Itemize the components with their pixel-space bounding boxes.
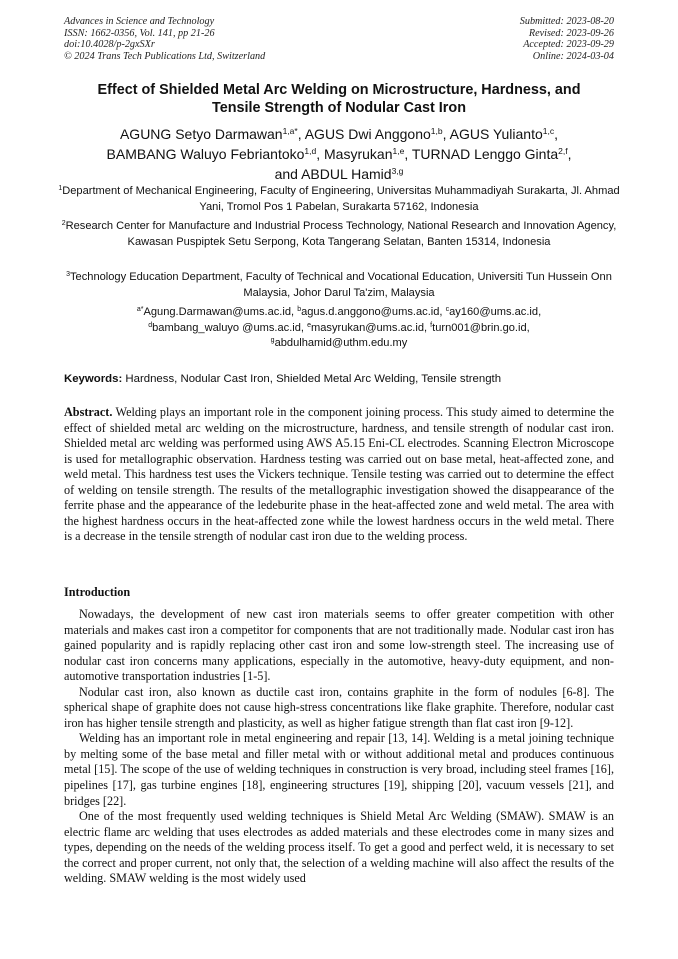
author-sup: 1,c xyxy=(542,126,555,136)
author-name: AGUNG Setyo Darmawan xyxy=(119,126,283,142)
author-line xyxy=(40,164,638,184)
email-link[interactable]: ay160@ums.ac.id xyxy=(449,306,539,318)
author-name: AGUS Yulianto xyxy=(449,126,543,142)
date-submitted: Submitted: 2023-08-20 xyxy=(519,16,614,27)
email-link[interactable]: agus.d.anggono@ums.ac.id xyxy=(301,306,440,318)
paper-title xyxy=(50,81,628,117)
abstract xyxy=(64,405,614,545)
author-list xyxy=(40,124,638,184)
paragraph: Welding has an important role in metal engineering and repair [13, 14]. Welding is a metal joining technique by melting some of the base metal and filler metal with or without additional metal and produces continuous metal [15]. The scope of the use of welding techniques in construction is very broad, including steel frames [16], pipelines [17], gas turbine engines [18], engineering structures [19], shipping [20], vacuum vessels [21], and bridges [22]. xyxy=(64,731,614,808)
abstract-label: Abstract. xyxy=(64,405,113,419)
author-sup: 1,e xyxy=(392,146,405,156)
keywords-text: Hardness, Nodular Cast Iron, Shielded Metal Arc Welding, Tensile strength xyxy=(122,373,502,385)
affiliation-2 xyxy=(56,219,622,250)
author-sup: 1,a* xyxy=(282,126,298,136)
paragraph: Nowadays, the development of new cast iron materials seems to offer greater competition with other materials and makes cast iron a competitor for components that are not traditionally made. Nodular cast iron has gained popularity and is rapidly replacing other cast iron and some low-strength steel. The increasing use of nodular cast iron concerns many applications, especially in the automotive, heavy-duty equipment, and non-automotive transportation industries [1-5]. xyxy=(64,607,614,684)
affiliation-text: Technology Education Department, Faculty of Technical and Vocational Education, Universiti Tun Hussein Onn Malaysia, Johor Darul Ta'zim, Malaysia xyxy=(70,271,612,299)
email-list xyxy=(56,305,622,352)
date-online: Online: 2024-03-04 xyxy=(532,50,614,62)
affiliation-sup: 2 xyxy=(61,220,66,227)
author-name: AGUS Dwi Anggono xyxy=(304,126,431,142)
journal-copyright: © 2024 Trans Tech Publications Ltd, Switzerland xyxy=(64,50,266,62)
journal-issn: ISSN: 1662-0356, Vol. 141, pp 21-26 xyxy=(64,27,215,39)
paragraph: Nodular cast iron, also known as ductile cast iron, contains graphite in the form of nodules [6-8]. The spherical shape of graphite does not cause high-stress concentrations like flake graphite. Therefore, nodular cast iron has higher tensile strength and plasticity, as well as higher fatigue strength than flat cast iron [9-12]. xyxy=(64,684,614,730)
introduction-body xyxy=(64,607,614,887)
author-sup: 2,f xyxy=(558,146,568,156)
abstract-text: Welding plays an important role in the component joining process. This study aimed to determine the effect of shielded metal arc welding on the microstructure, hardness, and tensile strength of nodular cast iron. Shielded metal arc welding was performed using AWS A5.15 Eni-CL electrodes. Scanning Electron Microscope is used for metallographic observation. Hardness testing was carried out on base metal, heat-affected zone, and weld metal. This hardness test uses the Vickers technique. Tensile testing was carried out to determine the effect of welding on tensile strength. The results of the metallographic investigation showed the disappearance of the ferrite phase and the appearance of the ledeburite phase in the heat-affected zone and weld metal. The area with the highest hardness occurs in the heat-affected zone while the lowest hardness occurs in the weld metal. There is a decrease in the tensile strength of nodular cast iron due to the welding process. xyxy=(64,405,614,544)
affiliation-1 xyxy=(56,184,622,215)
author-sup: 1,b xyxy=(430,126,443,136)
email-line: $^d$bambang_waluyo @ums.ac.id, $^e$masyrukan@ums.ac.id, $^f$turn001@brin.go.id, xyxy=(148,321,530,334)
email-link[interactable]: abdulhamid@uthm.edu.my xyxy=(274,337,408,350)
date-accepted: Accepted: 2023-09-29 xyxy=(523,39,614,51)
affiliation-text: Research Center for Manufacture and Industrial Process Technology, National Research and Innovation Agency, Kawasan Puspiptek Setu Serpong, Kota Tangerang Selatan, Banten 15314, Indonesia xyxy=(65,220,617,248)
affiliation-3 xyxy=(56,270,622,301)
author-line: AGUNG Setyo Darmawan$^{1,a*}$, AGUS Dwi Anggono$^{1,b}$, AGUS Yulianto$^{1,c}$, xyxy=(119,126,559,142)
email-link[interactable]: masyrukan@ums.ac.id xyxy=(311,321,424,334)
title-line: Effect of Shielded Metal Arc Welding on Microstructure, Hardness, and xyxy=(97,82,581,98)
author-name: BAMBANG Waluyo Febriantoko xyxy=(106,146,305,162)
email-link[interactable]: turn001@brin.go.id xyxy=(432,321,527,334)
journal-name: Advances in Science and Technology xyxy=(64,16,215,27)
section-heading-introduction: Introduction xyxy=(64,585,131,599)
keywords-label: Keywords: xyxy=(64,373,123,385)
affiliation-text: Department of Mechanical Engineering, Faculty of Engineering, Universitas Muhammadiyah Surakarta, Jl. Ahmad Yani, Tromol Pos 1 Pabelan, Surakarta 57162, Indonesia xyxy=(62,185,620,213)
email-link[interactable]: Agung.Darmawan@ums.ac.id xyxy=(143,306,292,318)
author-line: BAMBANG Waluyo Febriantoko$^{1,d}$, Masyrukan$^{1,e}$, TURNAD Lenggo Ginta$^{2,f}$, xyxy=(106,146,572,162)
email-line: $^{a*}$Agung.Darmawan@ums.ac.id, $^b$agus.d.anggono@ums.ac.id, $^c$ay160@ums.ac.id, xyxy=(136,306,542,318)
date-revised: Revised: 2023-09-26 xyxy=(528,27,614,39)
author-sup: 1,d xyxy=(304,146,317,156)
author-name: TURNAD Lenggo Ginta xyxy=(411,146,559,162)
paragraph: One of the most frequently used welding techniques is Shield Metal Arc Welding (SMAW). SMAW is an electric flame arc welding that uses electrodes as added materials and these electrodes come in many sizes and types, depending on the needs of the welding process itself. To get a good and perfect weld, it is necessary to set the correct and proper current, not only that, the selection of a welding machine will also affect the results of the welding. SMAW welding is the most widely used xyxy=(64,809,614,886)
title-line: Tensile Strength of Nodular Cast Iron xyxy=(212,100,466,116)
journal-header xyxy=(64,16,265,62)
journal-doi: doi:10.4028/p-2gxSXr xyxy=(64,39,155,51)
author-name: Masyrukan xyxy=(324,146,393,162)
email-line: $^g$abdulhamid@uthm.edu.my xyxy=(270,337,408,350)
author-name: and ABDUL Hamid xyxy=(274,166,392,182)
affiliation-sup: 1 xyxy=(58,185,63,192)
dates-header xyxy=(520,16,614,62)
author-sup: 3,g xyxy=(391,166,404,176)
email-link[interactable]: bambang_waluyo @ums.ac.id xyxy=(152,321,301,334)
affiliation-sup: 3 xyxy=(66,271,71,278)
keywords xyxy=(64,372,614,386)
